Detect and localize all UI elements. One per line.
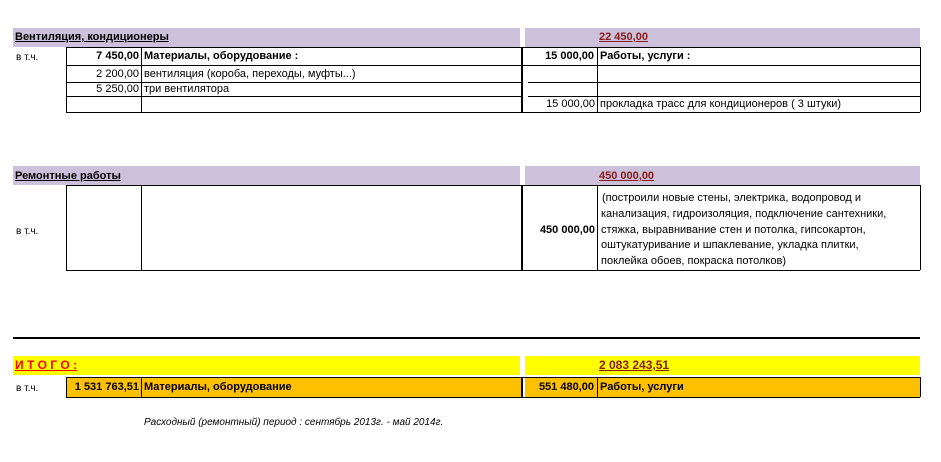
row-divider: [66, 377, 920, 378]
col-divider: [920, 185, 921, 270]
repair-desc-line: канализация, гидроизоляция, подключение сантехники,: [601, 208, 887, 220]
totals-materials-label: Материалы, оборудование: [144, 381, 292, 393]
ventilation-materials-label: Материалы, оборудование :: [144, 50, 299, 62]
col-divider: [141, 47, 142, 112]
totals-header-band: [13, 356, 520, 375]
row-divider: [66, 112, 920, 113]
col-divider: [141, 185, 142, 270]
totals-sum: 2 083 243,51: [599, 358, 670, 372]
row-divider: [66, 47, 920, 48]
repair-desc-line: поклейка обоев, покраска потолков): [601, 255, 786, 267]
ventilation-item-sum: 5 250,00: [96, 83, 139, 95]
totals-works-label: Работы, услуги: [600, 381, 684, 393]
row-divider: [66, 185, 920, 186]
totals-works-sum: 551 480,00: [538, 381, 594, 393]
col-divider: [597, 185, 598, 270]
repair-desc-line: (построили новые стены, электрика, водопровод и: [602, 192, 861, 204]
ventilation-title: Вентиляция, кондиционеры: [15, 31, 169, 43]
ventilation-works-sum: 15 000,00: [545, 50, 594, 62]
period-note: Расходный (ремонтный) период : сентябрь 2013г. - май 2014г.: [144, 417, 444, 428]
col-divider: [141, 377, 142, 397]
ventilation-materials-sum: 7 450,00: [96, 50, 139, 62]
totals-title: И Т О Г О :: [15, 358, 78, 372]
ventilation-item-label: вентиляция (короба, переходы, муфты...): [144, 68, 356, 80]
row-divider: [66, 397, 920, 398]
col-divider: [920, 47, 921, 112]
totals-incl-label: в т.ч.: [16, 383, 39, 394]
ventilation-works-label: Работы, услуги :: [600, 50, 691, 62]
ventilation-header-band-right: [525, 28, 920, 47]
ventilation-total: 22 450,00: [599, 31, 648, 43]
ventilation-work-item-label: прокладка трасс для кондиционеров ( 3 штуки): [600, 98, 842, 110]
row-divider: [528, 96, 920, 97]
col-divider: [66, 185, 67, 270]
totals-top-rule: [13, 337, 920, 339]
row-divider: [66, 270, 920, 271]
col-divider: [521, 185, 523, 270]
repair-title: Ремонтные работы: [15, 170, 121, 182]
ventilation-item-label: три вентилятора: [144, 83, 230, 95]
col-divider: [597, 47, 598, 112]
repair-header-band-right: [525, 166, 920, 185]
col-divider: [597, 377, 598, 397]
col-divider: [521, 47, 523, 112]
row-divider: [66, 96, 523, 97]
repair-desc-line: стяжка, выравнивание стен и потолка, гипсокартон,: [601, 224, 866, 236]
col-divider: [920, 377, 921, 397]
ventilation-work-item-sum: 15 000,00: [546, 98, 595, 110]
repair-desc-line: оштукатуривание и шпаклевание, укладка плитки,: [601, 239, 859, 251]
ventilation-incl-label: в т.ч.: [16, 52, 39, 63]
totals-materials-sum: 1 531 763,51: [74, 381, 139, 393]
repair-total: 450 000,00: [599, 170, 655, 182]
row-divider: [66, 65, 920, 66]
row-divider: [528, 82, 920, 83]
repair-incl-label: в т.ч.: [16, 226, 39, 237]
repair-works-sum: 450 000,00: [539, 224, 595, 236]
totals-header-band-right: [525, 356, 920, 375]
ventilation-item-sum: 2 200,00: [96, 68, 139, 80]
col-divider: [521, 377, 523, 397]
